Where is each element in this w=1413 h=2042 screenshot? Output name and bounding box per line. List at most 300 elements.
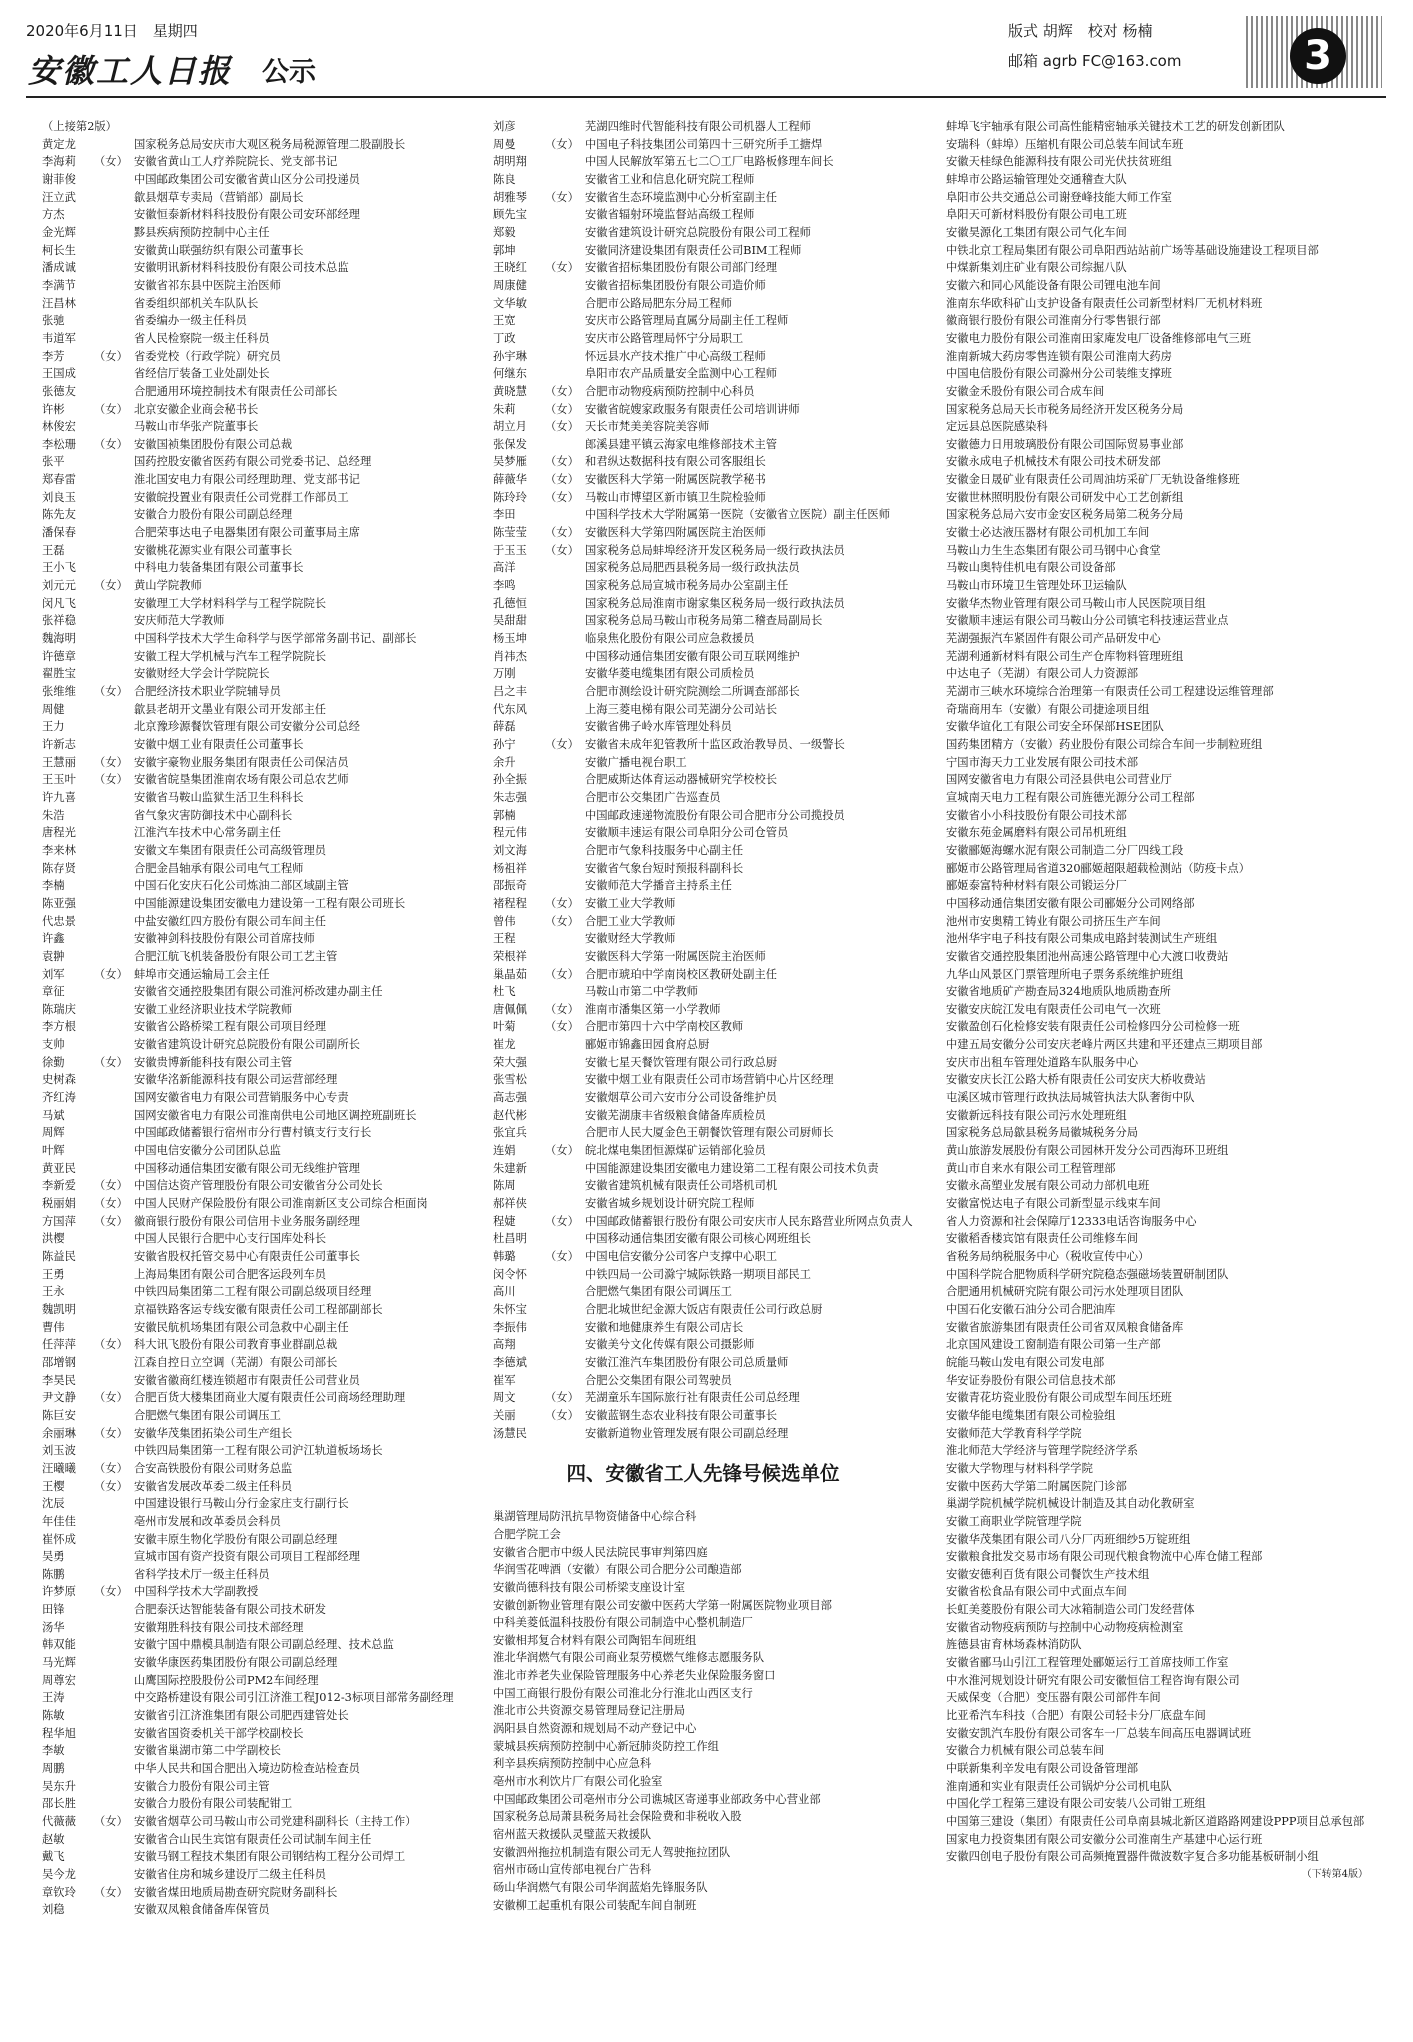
nominee-organization: 北京安徽企业商会秘书长 [134, 402, 259, 416]
unit-item: 旌德县宙育林场森林消防队 [946, 1638, 1082, 1652]
unit-item: 安徽安庆皖江发电有限责任公司电气一次班 [946, 1002, 1161, 1016]
nominee-organization: 安徽省建筑设计研究总院股份有限公司工程师 [585, 225, 811, 239]
nominee-gender [545, 1336, 585, 1354]
nominee-organization: 安徽省生态环境监测中心分析室副主任 [585, 190, 778, 204]
nominee-gender: （女） [545, 1144, 579, 1158]
nominee-row [42, 842, 462, 860]
unit-item: 安徽电力股份有限公司淮南田家庵发电厂设备维修部电气三班 [946, 331, 1252, 345]
nominee-row [42, 1707, 462, 1725]
nominee-gender [545, 1054, 585, 1072]
nominee-name: 洪樱 [42, 1232, 65, 1246]
nominee-organization: 临泉焦化股份有限公司应急救援员 [585, 632, 755, 646]
nominee-name: 张祥稳 [42, 614, 76, 628]
nominee-row [42, 1230, 462, 1248]
nominee-row [42, 1425, 462, 1443]
nominee-row [42, 1036, 462, 1054]
nominee-row [42, 1089, 462, 1107]
nominee-gender [94, 1831, 134, 1849]
nominee-row [493, 1301, 913, 1319]
nominee-organization: 安徽江淮汽车集团股份有限公司总质量师 [585, 1355, 789, 1369]
nominee-name: 王磊 [42, 543, 65, 557]
unit-item: 安徽合力机械有限公司总装车间 [946, 1744, 1105, 1758]
nominee-row [42, 1389, 462, 1407]
nominee-organization: 安徽省工业和信息化研究院工程师 [585, 172, 755, 186]
nominee-organization: 中国信达资产管理股份有限公司安徽省分公司处长 [134, 1179, 383, 1193]
nominee-name: 王永 [42, 1285, 65, 1299]
nominee-name: 马光辉 [42, 1656, 76, 1670]
nominee-gender [94, 701, 134, 719]
nominee-name: 任萍萍 [42, 1338, 76, 1352]
nominee-row [493, 630, 913, 648]
nominee-gender: （女） [94, 155, 128, 169]
nominee-gender [94, 1018, 134, 1036]
nominee-row [493, 1195, 913, 1213]
nominee-organization: 中国科学技术大学附属第一医院（安徽省立医院）副主任医师 [585, 508, 891, 522]
nominee-organization: 合肥经济技术职业学院辅导员 [134, 685, 281, 698]
unit-item: 安徽东苑金属磨料有限公司吊机班组 [946, 826, 1127, 840]
nominee-gender [94, 895, 134, 913]
unit-item: 安徽德力日用玻璃股份有限公司国际贸易事业部 [946, 437, 1184, 451]
nominee-row [42, 365, 462, 383]
nominee-gender [94, 1901, 134, 1919]
nominee-row [493, 577, 913, 595]
nominee-row [42, 1266, 462, 1284]
unit-item: 宣城南天电力工程有限公司旌德光源分公司工程部 [946, 790, 1195, 804]
nominee-row [493, 824, 913, 842]
nominee-organization: 省经信厅装备工业处副处长 [134, 367, 270, 381]
nominee-row [42, 895, 462, 913]
nominee-row [493, 206, 913, 224]
nominee-gender [94, 1266, 134, 1284]
nominee-gender [545, 436, 585, 454]
nominee-name: 闵令怀 [493, 1267, 527, 1281]
nominee-name: 叶辉 [42, 1144, 65, 1158]
nominee-organization: 中国人民银行合肥中心支行国库处科长 [134, 1232, 327, 1246]
nominee-gender [94, 224, 134, 242]
nominee-row [42, 1319, 462, 1337]
nominee-name: 邵长胜 [42, 1797, 76, 1811]
nominee-organization: 安徽华洺新能源科技有限公司运营部经理 [134, 1073, 338, 1087]
nominee-organization: 安徽工程大学机械与汽车工程学院院长 [134, 649, 327, 663]
nominee-organization: 马鞍山市第二中学教师 [585, 985, 698, 999]
nominee-name: 李来林 [42, 843, 76, 857]
nominee-gender [545, 630, 585, 648]
nominee-name: 支帅 [42, 1038, 65, 1052]
nominee-name: 唐程光 [42, 826, 76, 840]
nominee-row [42, 1619, 462, 1637]
nominee-name: 万刚 [493, 667, 516, 681]
nominee-gender [94, 1778, 134, 1796]
nominee-organization: 安徽省住房和城乡建设厅二级主任科员 [134, 1867, 327, 1881]
nominee-organization: 安徽省合山民生宾馆有限责任公司试制车间主任 [134, 1832, 372, 1846]
nominee-name: 吴今龙 [42, 1867, 76, 1881]
nominee-name: 徐勤 [42, 1055, 65, 1069]
nominee-name: 朱浩 [42, 808, 65, 822]
nominee-organization: 国家税务总局肥西县税务局一级行政执法员 [585, 561, 800, 575]
unit-item: 淮南新城大药房零售连锁有限公司淮南大药房 [946, 349, 1172, 363]
nominee-name: 王国成 [42, 367, 76, 381]
nominee-organization: 安徽丰原生物化学股份有限公司副总经理 [134, 1532, 338, 1546]
nominee-name: 汪立武 [42, 190, 76, 204]
nominee-row [493, 789, 913, 807]
nominee-organization: 安徽新道物业管理发展有限公司副总经理 [585, 1426, 789, 1440]
nominee-row [493, 1372, 913, 1390]
nominee-organization: 安徽省巢湖市第二中学副校长 [134, 1744, 281, 1758]
nominee-name: 程元伟 [493, 826, 527, 840]
nominee-name: 周康健 [493, 278, 527, 292]
nominee-name: 邵增钢 [42, 1355, 76, 1369]
nominee-gender [94, 330, 134, 348]
nominee-gender: （女） [545, 384, 579, 398]
unit-item: 安徽青花坊瓷业股份有限公司成型车间压坯班 [946, 1391, 1172, 1405]
nominee-row [42, 789, 462, 807]
unit-item: 安徽省地质矿产勘查局324地质队地质勘查所 [946, 985, 1171, 999]
nominee-name: 魏凯明 [42, 1302, 76, 1316]
nominee-name: 谢菲俊 [42, 172, 76, 186]
nominee-name: 唐佩佩 [493, 1002, 527, 1016]
unit-item: 安徽创新物业管理有限公司安徽中医药大学第一附属医院物业项目部 [493, 1598, 832, 1612]
nominee-row [42, 612, 462, 630]
nominee-gender [545, 718, 585, 736]
nominee-row [42, 701, 462, 719]
nominee-row [493, 242, 913, 260]
unit-item: 安徽工商职业学院管理学院 [946, 1514, 1082, 1528]
nominee-gender: （女） [545, 896, 579, 910]
nominee-organization: 安徽文车集团有限责任公司高级管理员 [134, 843, 327, 857]
nominee-gender [94, 930, 134, 948]
nominee-organization: 安徽省黄山工人疗养院院长、党支部书记 [134, 155, 338, 169]
nominee-gender [545, 330, 585, 348]
unit-item: 安徽顺丰速运有限公司马鞍山分公司镇宅科技速运营业点 [946, 614, 1229, 628]
unit-item: 安徽中医药大学第二附属医院门诊部 [946, 1479, 1127, 1493]
nominee-name: 许德章 [42, 649, 76, 663]
nominee-row [493, 418, 913, 436]
nominee-gender: （女） [94, 437, 128, 451]
nominee-organization: 中国石化安庆石化公司炼油二部区域副主管 [134, 879, 349, 893]
nominee-name: 刘彦 [493, 120, 516, 133]
nominee-row [42, 1548, 462, 1566]
nominee-gender [94, 242, 134, 260]
nominee-gender: （女） [545, 455, 579, 469]
nominee-gender: （女） [545, 137, 579, 151]
nominee-organization: 合肥燃气集团有限公司调压工 [585, 1285, 732, 1299]
nominee-row [42, 1672, 462, 1690]
nominee-organization: 中国移动通信集团安徽有限公司无线维护管理 [134, 1161, 360, 1175]
nominee-gender [545, 348, 585, 366]
nominee-row [42, 1513, 462, 1531]
unit-item: 安徽永成电子机械技术有限公司技术研发部 [946, 455, 1161, 469]
nominee-gender [545, 665, 585, 683]
nominee-row [493, 295, 913, 313]
nominee-row [42, 348, 462, 366]
unit-item: 中国电信股份有限公司滁州分公司装维支撑班 [946, 367, 1172, 381]
nominee-organization: 安徽宇豪物业服务集团有限责任公司保洁员 [134, 755, 349, 769]
unit-item: 蚌埠飞宇轴承有限公司高性能精密轴承关键技术工艺的研发创新团队 [946, 120, 1285, 133]
nominee-name: 韩璐 [493, 1250, 516, 1263]
unit-item: 安徽安德利百货有限公司餐饮生产技术组 [946, 1567, 1150, 1581]
nominee-organization: 安徽中烟工业有限责任公司市场营销中心片区经理 [585, 1073, 834, 1087]
nominee-organization: 中国科学技术大学副教授 [134, 1585, 259, 1599]
nominee-gender [94, 1142, 134, 1160]
nominee-gender [94, 1848, 134, 1866]
nominee-organization: 江森自控日立空调（芜湖）有限公司部长 [134, 1355, 338, 1369]
unit-item: 安徽华茂集团有限公司八分厂丙班细纱5万锭班组 [946, 1532, 1191, 1546]
nominee-row [42, 913, 462, 931]
nominee-name: 王宽 [493, 314, 516, 328]
unit-item: 阜阳天可新材料股份有限公司电工班 [946, 208, 1127, 222]
unit-item: 中水淮河规划设计研究有限公司安徽恒信工程咨询有限公司 [946, 1673, 1240, 1687]
nominee-organization: 合肥江航飞机装备股份有限公司工艺主管 [134, 949, 338, 963]
nominee-name: 叶菊 [493, 1020, 516, 1034]
nominee-gender [94, 1071, 134, 1089]
nominee-gender [545, 312, 585, 330]
nominee-name: 孙全振 [493, 773, 527, 787]
nominee-row [493, 542, 913, 560]
nominee-gender [94, 312, 134, 330]
nominee-gender: （女） [94, 1055, 128, 1069]
nominee-organization: 安徽省公路桥梁工程有限公司项目经理 [134, 1020, 327, 1034]
nominee-gender [94, 665, 134, 683]
nominee-gender [94, 1442, 134, 1460]
nominee-name: 方国萍 [42, 1214, 76, 1228]
unit-item: 黄山市自来水有限公司工程管理部 [946, 1161, 1116, 1175]
nominee-organization: 安徽省气象台短时预报科副科长 [585, 861, 744, 875]
nominee-name: 王晓红 [493, 261, 527, 275]
nominee-row [493, 171, 913, 189]
nominee-gender [545, 1107, 585, 1125]
section-title: 公示 [262, 57, 316, 88]
nominee-organization: 安徽医科大学第四附属医院主治医师 [585, 526, 766, 540]
unit-item: 中国邮政集团公司亳州市分公司谯城区寄递事业部政务中心营业部 [493, 1792, 821, 1806]
nominee-organization: 宣城市国有资产投资有限公司项目工程部经理 [134, 1550, 360, 1564]
nominee-name: 张平 [42, 455, 65, 469]
nominee-row [42, 1018, 462, 1036]
nominee-name: 林俊宏 [42, 420, 76, 434]
nominee-name: 代薇薇 [42, 1815, 76, 1828]
nominee-gender [94, 259, 134, 277]
nominee-row [42, 807, 462, 825]
nominee-name: 汪昌林 [42, 296, 76, 310]
nominee-row [493, 1389, 913, 1407]
nominee-gender [94, 1407, 134, 1425]
unit-item: 安徽稻香楼宾馆有限责任公司维修车间 [946, 1232, 1139, 1246]
nominee-name: 程婕 [493, 1214, 516, 1228]
nominee-name: 胡明翔 [493, 155, 527, 169]
nominee-row [42, 136, 462, 154]
nominee-row [42, 1160, 462, 1178]
nominee-gender [94, 718, 134, 736]
nominee-gender: （女） [545, 190, 579, 204]
nominee-organization: 安徽省城乡规划设计研究院工程师 [585, 1197, 755, 1211]
nominee-name: 李田 [493, 508, 516, 522]
nominee-name: 周健 [42, 702, 65, 716]
nominee-name: 袁翀 [42, 949, 65, 963]
nominee-gender [94, 206, 134, 224]
nominee-name: 何继东 [493, 367, 527, 381]
nominee-organization: 安徽理工大学材料科学与工程学院院长 [134, 596, 327, 610]
nominee-row [493, 1107, 913, 1125]
nominee-gender [545, 789, 585, 807]
nominee-row [493, 648, 913, 666]
nominee-row [42, 506, 462, 524]
nominee-gender [545, 1124, 585, 1142]
nominee-row [42, 595, 462, 613]
nominee-row [493, 595, 913, 613]
nominee-organization: 安徽省煤田地质局勘查研究院财务副科长 [134, 1885, 338, 1899]
nominee-name: 史树森 [42, 1073, 76, 1087]
nominee-organization: 中国邮政储蓄银行宿州市分行曹村镇支行支行长 [134, 1126, 372, 1140]
unit-item: 蒙城县疾病预防控制中心新冠肺炎防控工作组 [493, 1739, 719, 1753]
nominee-gender [545, 118, 585, 136]
nominee-gender [94, 489, 134, 507]
nominee-organization: 京福铁路客运专线安徽有限责任公司工程部副部长 [134, 1302, 383, 1316]
nominee-row [493, 224, 913, 242]
nominee-row [42, 206, 462, 224]
nominee-row [493, 453, 913, 471]
nominee-row [42, 383, 462, 401]
nominee-name: 潘保春 [42, 526, 76, 540]
nominee-gender [94, 1513, 134, 1531]
nominee-row [42, 1001, 462, 1019]
nominee-gender: （女） [94, 1179, 128, 1193]
nominee-organization: 安徽医科大学第一附属医院主治医师 [585, 949, 766, 963]
nominee-gender: （女） [545, 1391, 579, 1405]
nominee-name: 齐红涛 [42, 1091, 76, 1105]
nominee-name: 翟胜宝 [42, 667, 76, 681]
nominee-gender [94, 1230, 134, 1248]
nominee-gender [94, 824, 134, 842]
nominee-name: 李鸣 [493, 579, 516, 593]
nominee-row [493, 665, 913, 683]
nominee-row [493, 436, 913, 454]
unit-item: 淮北市养老失业保险管理服务中心养老失业保险服务窗口 [493, 1669, 776, 1683]
nominee-name: 邵振奇 [493, 879, 527, 893]
unit-item: 巢湖管理局防汛抗旱物资储备中心综合科 [493, 1510, 697, 1524]
nominee-organization: 中国邮政集团公司安徽省黄山区分公司投递员 [134, 172, 360, 186]
nominee-gender [94, 1301, 134, 1319]
nominee-gender [94, 1160, 134, 1178]
nominee-name: 崔龙 [493, 1038, 516, 1052]
nominee-row [493, 1266, 913, 1284]
nominee-organization: 安徽工业大学教师 [585, 896, 676, 910]
nominee-row [42, 824, 462, 842]
unit-item: 芜湖利通新材料有限公司生产仓库物料管理班组 [946, 649, 1184, 663]
nominee-row [42, 1460, 462, 1478]
nominee-name: 孙宁 [493, 737, 516, 751]
nominee-name: 魏海明 [42, 632, 76, 646]
unit-item: 安徽世林照明股份有限公司研发中心工艺创新组 [946, 490, 1184, 504]
unit-item: 省税务局纳税服务中心（税收宣传中心） [946, 1250, 1150, 1263]
nominee-name: 杨玉坤 [493, 632, 527, 646]
nominee-name: 杨祖祥 [493, 861, 527, 875]
nominee-list-2 [493, 118, 913, 1442]
unit-item: 安徽师范大学教育科学学院 [946, 1426, 1082, 1440]
unit-item: 中国化学工程第三建设有限公司安装八公司钳工班组 [946, 1797, 1206, 1811]
nominee-organization: 安徽双凤粮食储备库保管员 [134, 1903, 270, 1917]
nominee-name: 许彬 [42, 402, 65, 416]
nominee-row [42, 1583, 462, 1601]
nominee-name: 田锋 [42, 1603, 65, 1617]
nominee-name: 张德友 [42, 384, 76, 398]
nominee-name: 褚程程 [493, 896, 527, 910]
nominee-row [42, 1848, 462, 1866]
nominee-gender: （女） [94, 1815, 128, 1828]
nominee-name: 刘稳 [42, 1903, 65, 1917]
nominee-name: 刘良玉 [42, 490, 76, 504]
unit-item: 国家税务总局天长市税务局经济开发区税务分局 [946, 402, 1184, 416]
nominee-row [42, 1054, 462, 1072]
unit-item: 国家电力投资集团有限公司安徽分公司淮南生产基建中心运行班 [946, 1832, 1263, 1846]
nominee-gender [94, 542, 134, 560]
nominee-name: 张宜兵 [493, 1126, 527, 1140]
nominee-name: 孔德恒 [493, 596, 527, 610]
nominee-gender [545, 506, 585, 524]
nominee-organization: 天长市梵美美容院美容师 [585, 420, 710, 434]
nominee-organization: 安徽省佛子岭水库管理处科员 [585, 720, 732, 734]
nominee-row [493, 877, 913, 895]
nominee-gender: （女） [94, 967, 128, 981]
unit-item: 涡阳县自然资源和规划局不动产登记中心 [493, 1722, 697, 1736]
unit-item: 宿州市砀山宣传部电视台广告科 [493, 1863, 652, 1877]
nominee-gender: （女） [94, 1214, 128, 1228]
nominee-row [42, 1213, 462, 1231]
unit-item: 中科美菱低温科技股份有限公司制造中心整机制造厂 [493, 1616, 753, 1630]
nominee-organization: 中科电力装备集团有限公司董事长 [134, 561, 304, 575]
nominee-gender: （女） [545, 526, 579, 540]
nominee-name: 李海莉 [42, 155, 76, 169]
nominee-gender [94, 1725, 134, 1743]
nominee-gender [94, 189, 134, 207]
nominee-row [493, 1407, 913, 1425]
nominee-name: 韦道军 [42, 331, 76, 345]
nominee-row [493, 118, 913, 136]
nominee-gender [545, 612, 585, 630]
nominee-gender [545, 206, 585, 224]
nominee-row [42, 524, 462, 542]
nominee-gender [545, 860, 585, 878]
nominee-row [42, 259, 462, 277]
nominee-row [493, 559, 913, 577]
unit-item: 合肥学院工会 [493, 1527, 561, 1541]
nominee-organization: 安徽皖投置业有限责任公司党群工作部员工 [134, 490, 349, 504]
unit-item: 黄山旅游发展股份有限公司园林开发分公司西海环卫班组 [946, 1144, 1229, 1158]
nominee-organization: 北京豫珍源餐饮管理有限公司安徽分公司总经 [134, 720, 360, 734]
nominee-row [493, 259, 913, 277]
nominee-gender [94, 524, 134, 542]
continued-to-note: （下转第4版） [1301, 1868, 1368, 1880]
unit-item: 省人力资源和社会保障厅12333电话咨询服务中心 [946, 1214, 1197, 1228]
nominee-gender: （女） [545, 1214, 579, 1228]
nominee-name: 吕之丰 [493, 685, 527, 698]
nominee-organization: 国家税务总局安庆市大观区税务局税源管理二股副股长 [134, 137, 406, 151]
nominee-organization: 安徽省未成年犯管教所十监区政治教导员、一级警长 [585, 737, 845, 751]
nominee-name: 刘文海 [493, 843, 527, 857]
nominee-gender [545, 242, 585, 260]
nominee-name: 闵凡飞 [42, 596, 76, 610]
nominee-organization: 安徽马钢工程技术集团有限公司钢结构工程分公司焊工 [134, 1850, 406, 1864]
unit-item: 砀山华润燃气有限公司华润蓝焰先锋服务队 [493, 1881, 708, 1894]
unit-item: 徽商银行股份有限公司淮南分行零售银行部 [946, 314, 1161, 328]
nominee-row [42, 1831, 462, 1849]
issue-date: 2020年6月11日 星期四 [26, 22, 198, 40]
nominee-row [493, 807, 913, 825]
nominee-organization: 安徽同济建设集团有限责任公司BIM工程师 [585, 243, 802, 257]
nominee-organization: 合肥市第四十六中学南校区教师 [585, 1020, 744, 1034]
nominee-name: 章钦玲 [42, 1885, 76, 1899]
nominee-gender [545, 365, 585, 383]
nominee-gender [94, 1636, 134, 1654]
nominee-organization: 中国邮政速递物流股份有限公司合肥市分公司揽投员 [585, 808, 845, 822]
